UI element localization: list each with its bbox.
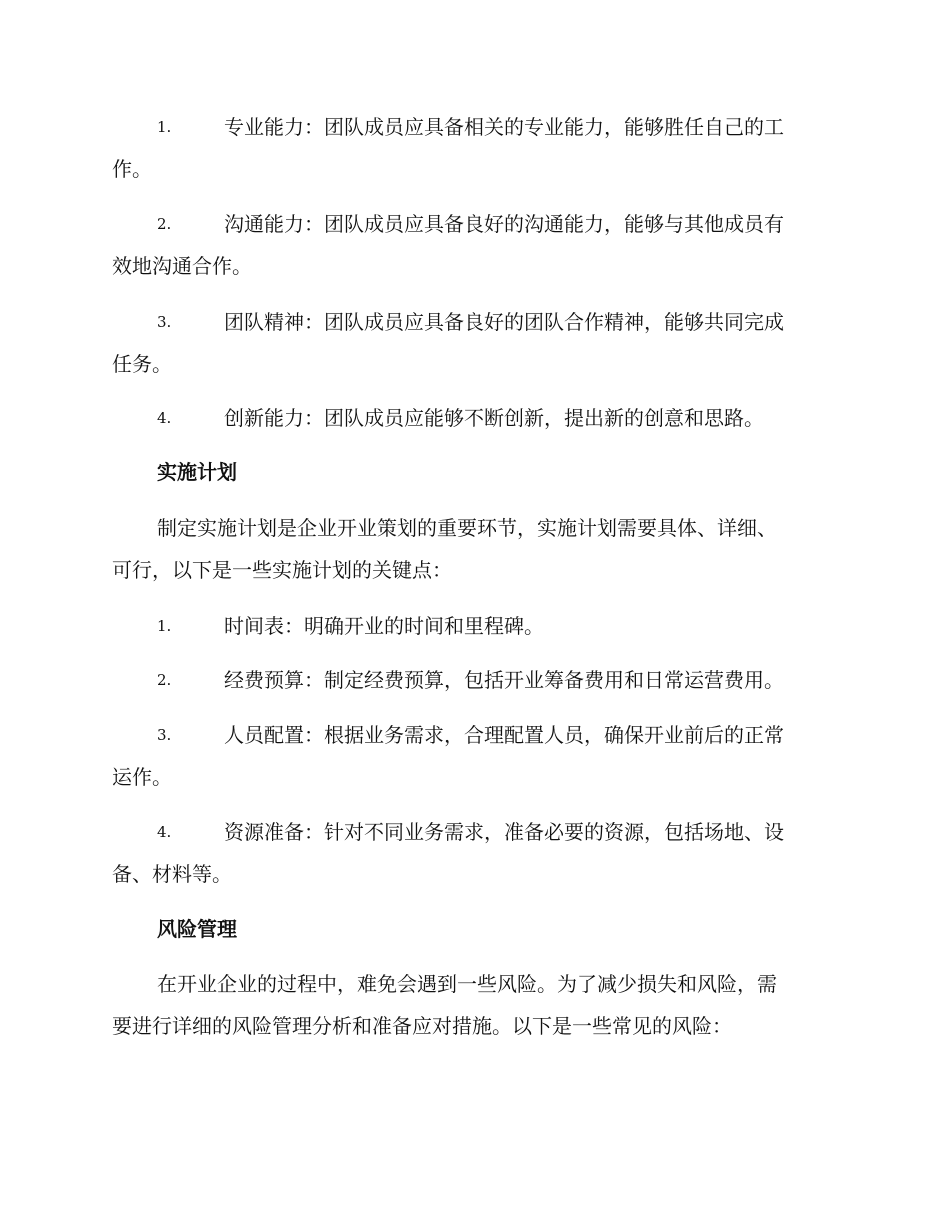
section-heading-implementation: [112, 451, 834, 493]
paragraph-text-continued: 要进行详细的风险管理分析和准备应对措施。以下是一些常见的风险：: [112, 1014, 732, 1038]
list-item: [112, 811, 834, 895]
list-number: 3.: [157, 726, 172, 744]
paragraph: [112, 507, 834, 591]
list-text-continued: 效地沟通合作。: [112, 254, 252, 278]
list-text: 创新能力：团队成员应能够不断创新，提出新的创意和思路。: [224, 406, 764, 430]
paragraph-text-continued: 可行，以下是一些实施计划的关键点：: [112, 558, 452, 582]
list-number: 3.: [157, 313, 172, 331]
list-item: [112, 714, 834, 798]
section-heading-risk: [112, 908, 834, 950]
section-heading: 实施计划: [157, 460, 237, 484]
list-item: [112, 301, 834, 385]
list-item: [112, 659, 834, 701]
list-item: [112, 106, 834, 190]
list-text-continued: 备、材料等。: [112, 862, 232, 886]
list-text: 沟通能力：团队成员应具备良好的沟通能力，能够与其他成员有: [224, 212, 784, 236]
list-text: 经费预算：制定经费预算，包括开业筹备费用和日常运营费用。: [224, 668, 784, 692]
paragraph-text: 在开业企业的过程中，难免会遇到一些风险。为了减少损失和风险，需: [157, 972, 777, 996]
list-number: 2.: [157, 671, 172, 689]
list-text: 人员配置：根据业务需求，合理配置人员，确保开业前后的正常: [224, 723, 784, 747]
list-number: 4.: [157, 823, 172, 841]
list-text: 团队精神：团队成员应具备良好的团队合作精神，能够共同完成: [224, 310, 784, 334]
list-number: 1.: [157, 118, 172, 136]
list-text-continued: 作。: [112, 157, 152, 181]
list-text: 专业能力：团队成员应具备相关的专业能力，能够胜任自己的工: [224, 115, 784, 139]
list-item: [112, 203, 834, 287]
section-heading: 风险管理: [157, 917, 237, 941]
list-text: 资源准备：针对不同业务需求，准备必要的资源，包括场地、设: [224, 820, 784, 844]
list-text-continued: 任务。: [112, 352, 172, 376]
list-number: 1.: [157, 617, 172, 635]
list-text: 时间表：明确开业的时间和里程碑。: [224, 614, 544, 638]
paragraph: [112, 963, 834, 1047]
list-text-continued: 运作。: [112, 765, 172, 789]
list-number: 4.: [157, 409, 172, 427]
list-number: 2.: [157, 215, 172, 233]
list-item: [112, 397, 834, 439]
list-item: [112, 605, 834, 647]
paragraph-text: 制定实施计划是企业开业策划的重要环节，实施计划需要具体、详细、: [157, 516, 777, 540]
